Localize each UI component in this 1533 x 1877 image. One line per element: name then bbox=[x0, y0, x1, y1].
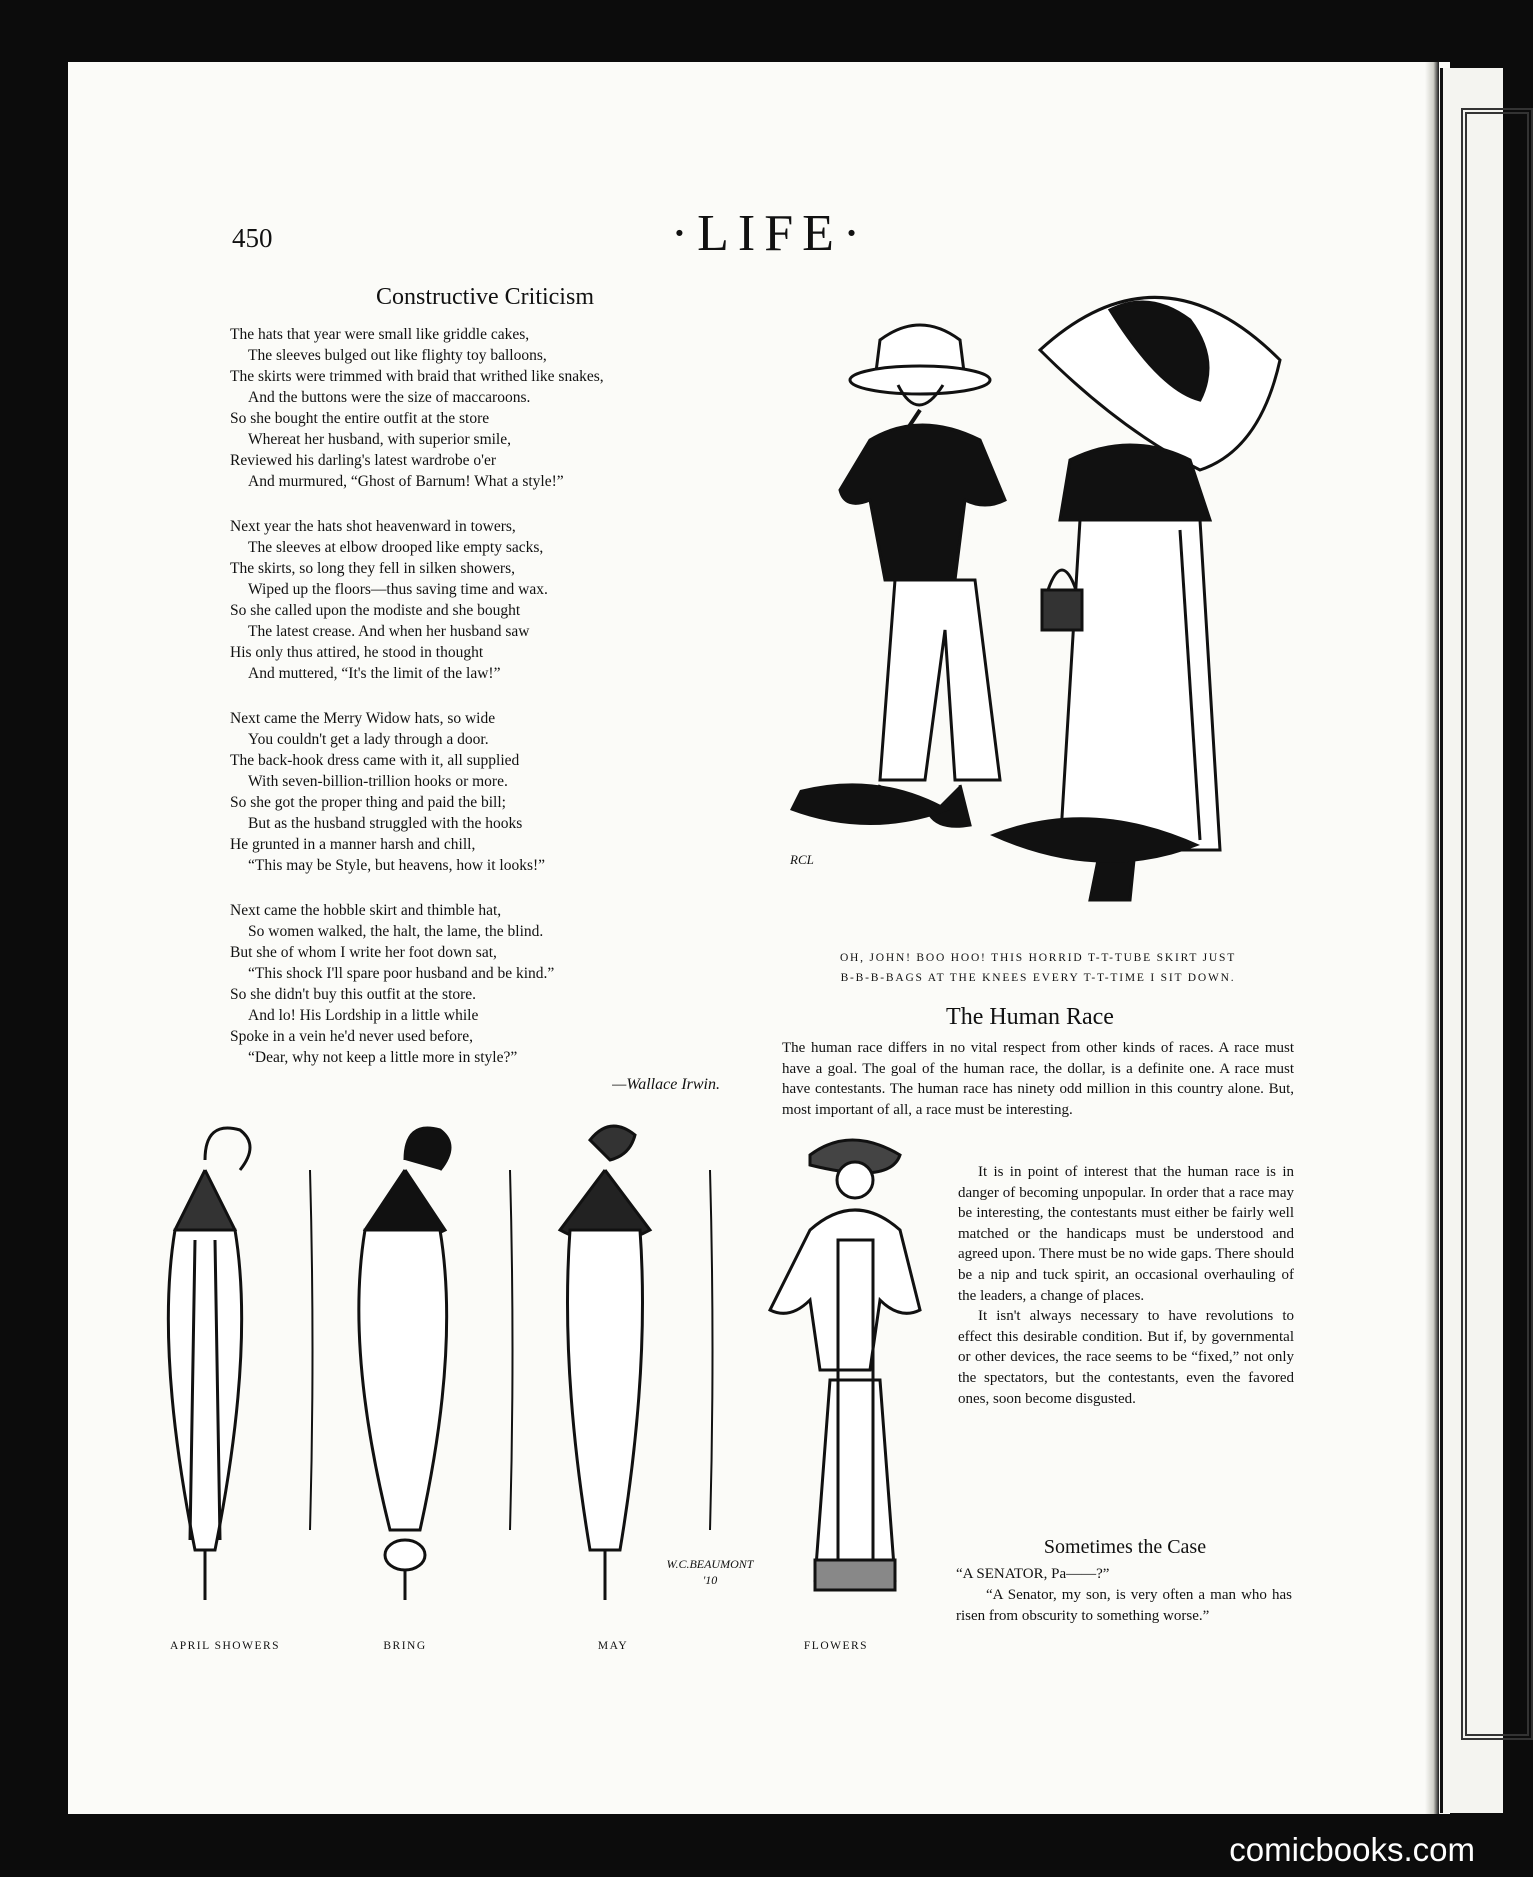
poem-body bbox=[230, 324, 750, 1092]
woman-flowers-illustration bbox=[770, 1130, 950, 1620]
poem-line: But she of whom I write her foot down sat, bbox=[230, 944, 497, 961]
poem-line: “This may be Style, but heavens, how it looks!” bbox=[248, 857, 546, 874]
poem-stanza bbox=[230, 324, 750, 492]
sometimes-title: Sometimes the Case bbox=[1043, 1536, 1207, 1558]
umbrella-signature bbox=[660, 1556, 760, 1588]
poem-line: He grunted in a manner harsh and chill, bbox=[230, 836, 476, 853]
poem-line: The back-hook dress came with it, all supplied bbox=[230, 752, 520, 769]
senator-question: “A SENATOR, Pa——?” bbox=[956, 1566, 1110, 1582]
poem-stanza bbox=[230, 900, 750, 1068]
human-race-column bbox=[958, 1100, 1294, 1409]
poem-line: So women walked, the halt, the lame, the blind. bbox=[248, 923, 544, 940]
poem-line: Next came the hobble skirt and thimble hat, bbox=[230, 902, 502, 919]
poem-line: With seven-billion-trillion hooks or more. bbox=[248, 773, 508, 790]
umbrella-fashion-illustration bbox=[150, 1110, 800, 1610]
poem-line: The sleeves bulged out like flighty toy balloons, bbox=[248, 347, 547, 364]
poem-line: And the buttons were the size of maccaroons. bbox=[248, 389, 531, 406]
site-watermark: comicbooks.com bbox=[1229, 1831, 1475, 1868]
masthead-title: ·LIFE· bbox=[670, 205, 870, 262]
poem-line: The hats that year were small like griddle cakes, bbox=[230, 326, 530, 343]
poem-line: You couldn't get a lady through a door. bbox=[248, 731, 489, 748]
poem-title: Constructive Criticism bbox=[376, 284, 594, 310]
poem-line: And muttered, “It's the limit of the law!” bbox=[248, 665, 501, 682]
umbrella-caption-bring: BRING bbox=[383, 1640, 427, 1652]
poem-author: —Wallace Irwin. bbox=[612, 1076, 720, 1093]
umbrella-signature-year: '10 bbox=[702, 1573, 718, 1587]
poem-line: Wiped up the floors—thus saving time and wax. bbox=[248, 581, 548, 598]
poem-line: The skirts were trimmed with braid that writhed like snakes, bbox=[230, 368, 604, 385]
umbrella-caption-april-showers: APRIL SHOWERS bbox=[169, 1640, 281, 1652]
page-fold bbox=[1425, 62, 1439, 1814]
poem-line: Next came the Merry Widow hats, so wide bbox=[230, 710, 496, 727]
poem-line: “Dear, why not keep a little more in style?” bbox=[248, 1049, 518, 1066]
human-race-paragraph-3: It isn't always necessary to have revolutions to effect this desirable condition. But if, by governmental or other devices, the race seems to be “fixed,” not only the spectators, but the contestants, even the favored ones, soon become disgusted. bbox=[958, 1308, 1294, 1407]
poem-line: So she called upon the modiste and she bought bbox=[230, 602, 521, 619]
poem-line: The sleeves at elbow drooped like empty sacks, bbox=[248, 539, 544, 556]
adjacent-page-edge bbox=[1440, 68, 1503, 1813]
senator-text bbox=[956, 1564, 1292, 1627]
poem-line: And murmured, “Ghost of Barnum! What a style!” bbox=[248, 473, 564, 490]
poem-line: So she got the proper thing and paid the bill; bbox=[230, 794, 506, 811]
poem-line: “This shock I'll spare poor husband and be kind.” bbox=[248, 965, 555, 982]
poem-line: His only thus attired, he stood in thought bbox=[230, 644, 484, 661]
poem-line: The skirts, so long they fell in silken showers, bbox=[230, 560, 515, 577]
senator-answer: “A Senator, my son, is very often a man who has risen from obscurity to something worse.” bbox=[956, 1587, 1292, 1624]
poem-stanza bbox=[230, 516, 750, 684]
poem-line: Reviewed his darling's latest wardrobe o'er bbox=[230, 452, 496, 469]
cartoon-caption-line-2: B-B-B-BAGS AT THE KNEES EVERY T-T-TIME I SIT DOWN. bbox=[840, 972, 1236, 984]
adjacent-page-border bbox=[1461, 108, 1533, 1740]
poem-line: But as the husband struggled with the hooks bbox=[248, 815, 523, 832]
cartoon-signature: RCL bbox=[790, 852, 814, 867]
page-number: 450 bbox=[232, 223, 273, 253]
umbrella-caption-may: MAY bbox=[597, 1640, 629, 1652]
poem-line: And lo! His Lordship in a little while bbox=[248, 1007, 479, 1024]
poem-line: Spoke in a vein he'd never used before, bbox=[230, 1028, 473, 1045]
poem-line: The latest crease. And when her husband saw bbox=[248, 623, 530, 640]
cartoon-caption bbox=[778, 948, 1298, 988]
poem-stanza bbox=[230, 708, 750, 876]
cartoon-caption-line-1: OH, JOHN! BOO HOO! THIS HORRID T-T-TUBE SKIRT JUST bbox=[839, 952, 1237, 964]
human-race-paragraph-1-top bbox=[782, 1038, 1294, 1118]
umbrella-caption-flowers: FLOWERS bbox=[803, 1640, 869, 1652]
human-race-paragraph-2: It is in point of interest that the human race is in danger of becoming unpopular. In order that a race may be interesting, the contestants must either be fairly well matched or the handicaps must be understood and agreed upon. There must be no wide gaps. There should be a nip and tuck spirit, an occasional overhauling of the leaders, a change of places. bbox=[958, 1164, 1294, 1304]
poem-line: So she bought the entire outfit at the store bbox=[230, 410, 490, 427]
umbrella-signature-name: W.C.BEAUMONT bbox=[666, 1557, 754, 1571]
couple-cartoon-illustration bbox=[780, 290, 1300, 930]
human-race-paragraph-1: The human race differs in no vital respect from other kinds of races. A race must have a goal. The goal of the human race, the dollar, is a definite one. A race must have contestants. The human race has ninety odd million in this country alone. But, most important of all, a race must be interesting. bbox=[782, 1040, 1294, 1118]
poem-line: Whereat her husband, with superior smile, bbox=[248, 431, 511, 448]
poem-line: So she didn't buy this outfit at the store. bbox=[230, 986, 477, 1003]
poem-line: Next year the hats shot heavenward in towers, bbox=[230, 518, 516, 535]
human-race-paragraph-1-spacer bbox=[958, 1100, 1294, 1162]
human-race-title: The Human Race bbox=[946, 1004, 1114, 1030]
